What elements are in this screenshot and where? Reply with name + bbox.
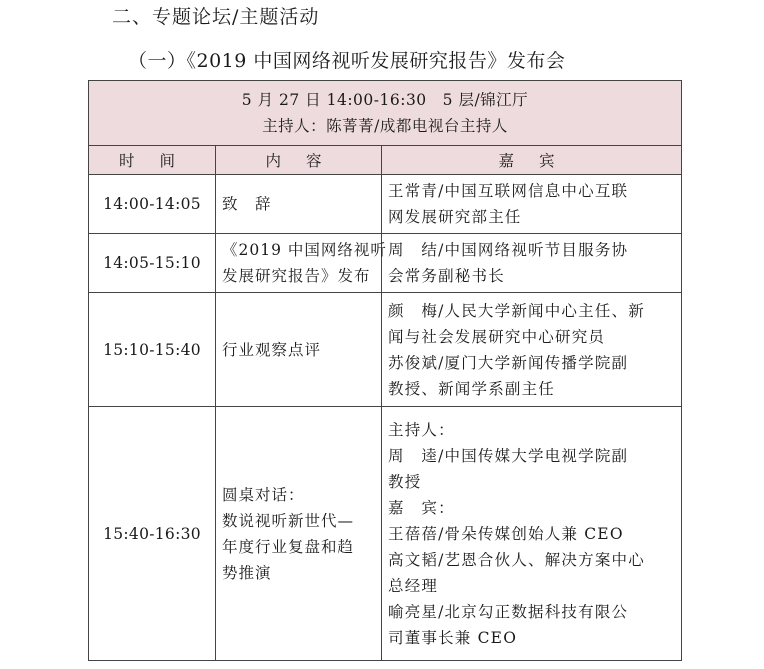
guest-line: 苏俊斌/厦门大学新闻传播学院副 [388, 353, 629, 372]
guest-line: 周 结/中国网络视听节目服务协 [388, 241, 629, 259]
table-row [89, 234, 682, 293]
guest-line: 高文韬/艺恩合伙人、解决方案中心 [388, 550, 645, 569]
event-host: 主持人：陈菁菁/成都电视台主持人 [262, 117, 508, 135]
guest-line: 王蓓蓓/骨朵传媒创始人兼 CEO [388, 524, 624, 543]
content-cell [216, 407, 382, 661]
content-line: 发展研究报告》发布 [222, 267, 371, 285]
event-datetime-venue: 5 月 27 日 14:00-16:30 5 层/锦江厅 [241, 91, 529, 109]
guest-line: 教授、新闻学系副主任 [388, 379, 556, 398]
guest-cell [382, 407, 682, 661]
guest-cell [382, 293, 682, 407]
guest-line: 主持人： [388, 420, 455, 439]
time-cell: 15:10-15:40 [89, 293, 216, 407]
content-line: 年度行业复盘和趋 [222, 537, 355, 556]
guest-cell [382, 234, 682, 293]
table-row [89, 293, 682, 407]
guest-line: 司董事长兼 CEO [388, 628, 518, 647]
table-row [89, 175, 682, 234]
header-row [89, 146, 682, 175]
banner-row [89, 81, 682, 146]
column-header-content: 内 容 [216, 146, 382, 175]
content-cell [216, 234, 387, 293]
event-title: （一）《2019 中国网络视听发展研究报告》发布会 [128, 50, 566, 72]
content-line: 致 辞 [222, 195, 272, 213]
column-header-guests: 嘉 宾 [382, 146, 682, 175]
content-cell [216, 175, 382, 234]
content-line: 圆桌对话： [222, 485, 305, 504]
guest-line: 网发展研究部主任 [388, 208, 522, 226]
banner-cell [89, 81, 682, 146]
guest-line: 嘉 宾： [388, 498, 455, 517]
time-cell: 14:05-15:10 [89, 234, 216, 293]
agenda-table [88, 80, 682, 661]
content-line: 数说视听新世代— [222, 511, 355, 530]
column-header-time: 时 间 [89, 146, 216, 175]
guest-line: 教授 [388, 472, 422, 491]
guest-line: 周 逵/中国传媒大学电视学院副 [388, 446, 629, 465]
guest-line: 总经理 [388, 576, 439, 595]
section-title: 二、专题论坛/主题活动 [112, 6, 320, 28]
guest-line: 喻亮星/北京勾正数据科技有限公 [388, 602, 629, 621]
content-line: 行业观察点评 [222, 340, 322, 359]
content-cell [216, 293, 382, 407]
content-line: 势推演 [222, 563, 272, 582]
content-line: 《2019 中国网络视听 [222, 241, 387, 259]
table-row [89, 407, 682, 661]
guest-cell [382, 175, 682, 234]
guest-line: 会常务副秘书长 [388, 267, 505, 285]
time-cell: 14:00-14:05 [89, 175, 216, 234]
guest-line: 王常青/中国互联网信息中心互联 [388, 182, 629, 200]
time-cell: 15:40-16:30 [89, 407, 216, 661]
guest-line: 闻与社会发展研究中心研究员 [388, 327, 606, 346]
guest-line: 颜 梅/人民大学新闻中心主任、新 [388, 301, 645, 320]
